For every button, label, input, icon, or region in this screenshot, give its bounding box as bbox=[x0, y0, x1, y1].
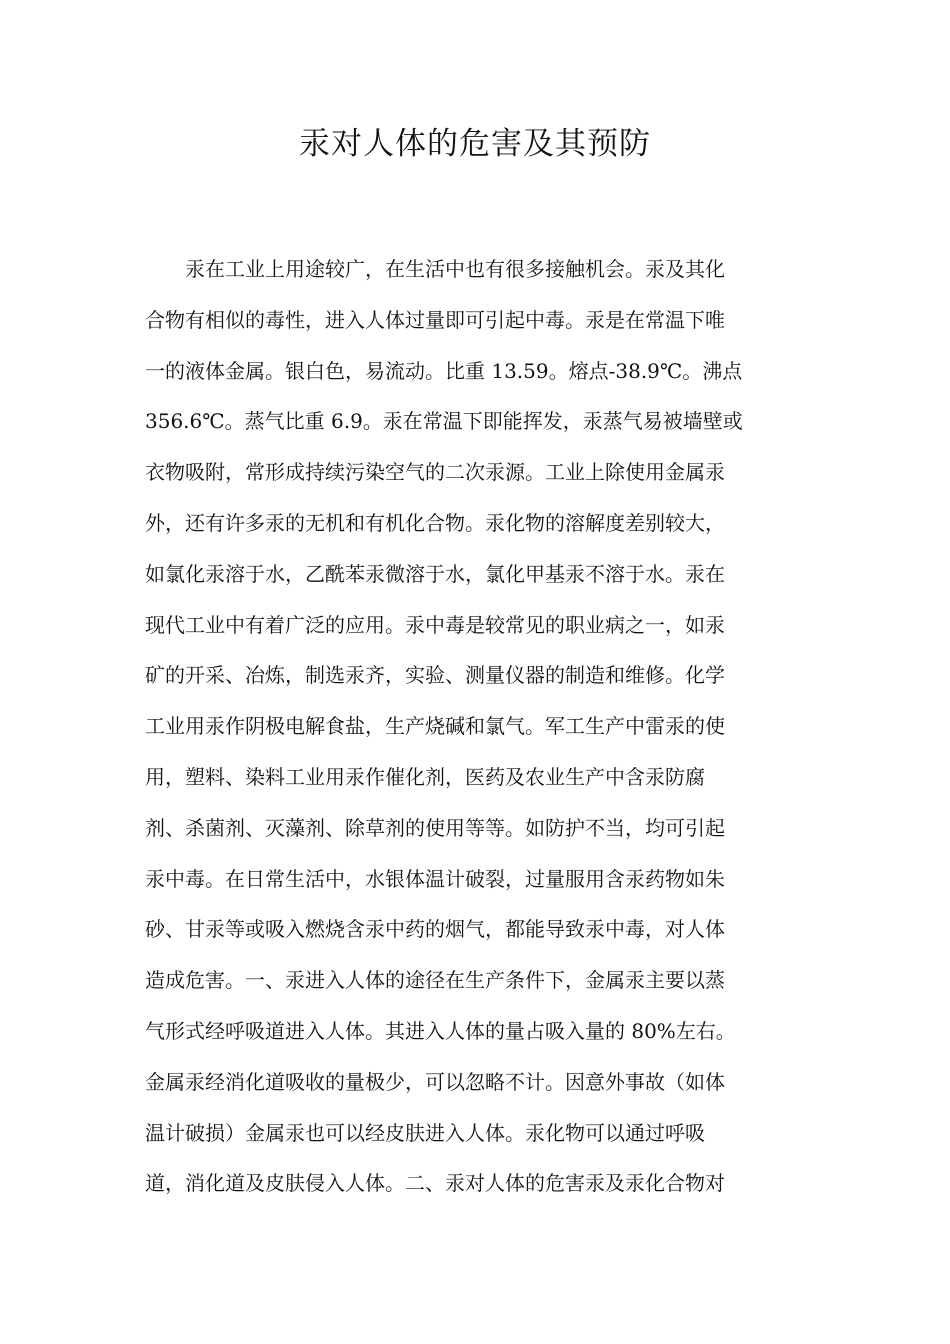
text-line: 金属汞经消化道吸收的量极少，可以忽略不计。因意外事故（如体 bbox=[145, 1069, 725, 1094]
text-line: 砂、甘汞等或吸入燃烧含汞中药的烟气，都能导致汞中毒，对人体 bbox=[145, 917, 725, 942]
text-line: 如氯化汞溶于水，乙酰苯汞微溶于水，氯化甲基汞不溶于水。汞在 bbox=[145, 561, 725, 586]
text-line: 道，消化道及皮肤侵入人体。二、汞对人体的危害汞及汞化合物对 bbox=[145, 1171, 725, 1196]
text-line: 气形式经呼吸道进入人体。其进入人体的量占吸入量的 80%左右。 bbox=[145, 1018, 736, 1043]
document-title: 汞对人体的危害及其预防 bbox=[299, 126, 651, 162]
text-line: 衣物吸附，常形成持续污染空气的二次汞源。工业上除使用金属汞 bbox=[145, 460, 725, 485]
text-line: 汞在工业上用途较广，在生活中也有很多接触机会。汞及其化 bbox=[145, 257, 725, 281]
text-line: 造成危害。一、汞进入人体的途径在生产条件下，金属汞主要以蒸 bbox=[145, 968, 725, 993]
text-line: 一的液体金属。银白色，易流动。比重 13.59。熔点-38.9℃。沸点 bbox=[145, 358, 743, 383]
text-line: 矿的开采、冶炼，制选汞齐，实验、测量仪器的制造和维修。化学 bbox=[145, 663, 725, 688]
text-line: 温计破损）金属汞也可以经皮肤进入人体。汞化物可以通过呼吸 bbox=[145, 1120, 705, 1145]
text-line: 现代工业中有着广泛的应用。汞中毒是较常见的职业病之一，如汞 bbox=[145, 612, 725, 637]
text-line: 合物有相似的毒性，进入人体过量即可引起中毒。汞是在常温下唯 bbox=[145, 307, 725, 332]
text-line: 汞中毒。在日常生活中，水银体温计破裂，过量服用含汞药物如朱 bbox=[145, 866, 725, 891]
text-line: 356.6℃。蒸气比重 6.9。汞在常温下即能挥发，汞蒸气易被墙壁或 bbox=[145, 409, 743, 434]
body-paragraph bbox=[145, 244, 797, 1209]
text-line: 外，还有许多汞的无机和有机化合物。汞化物的溶解度差别较大， bbox=[145, 510, 725, 535]
text-line: 工业用汞作阴极电解食盐，生产烧碱和氯气。军工生产中雷汞的使 bbox=[145, 714, 725, 739]
text-line: 用，塑料、染料工业用汞作催化剂，医药及农业生产中含汞防腐 bbox=[145, 764, 705, 789]
text-line: 剂、杀菌剂、灭藻剂、除草剂的使用等等。如防护不当，均可引起 bbox=[145, 815, 725, 840]
